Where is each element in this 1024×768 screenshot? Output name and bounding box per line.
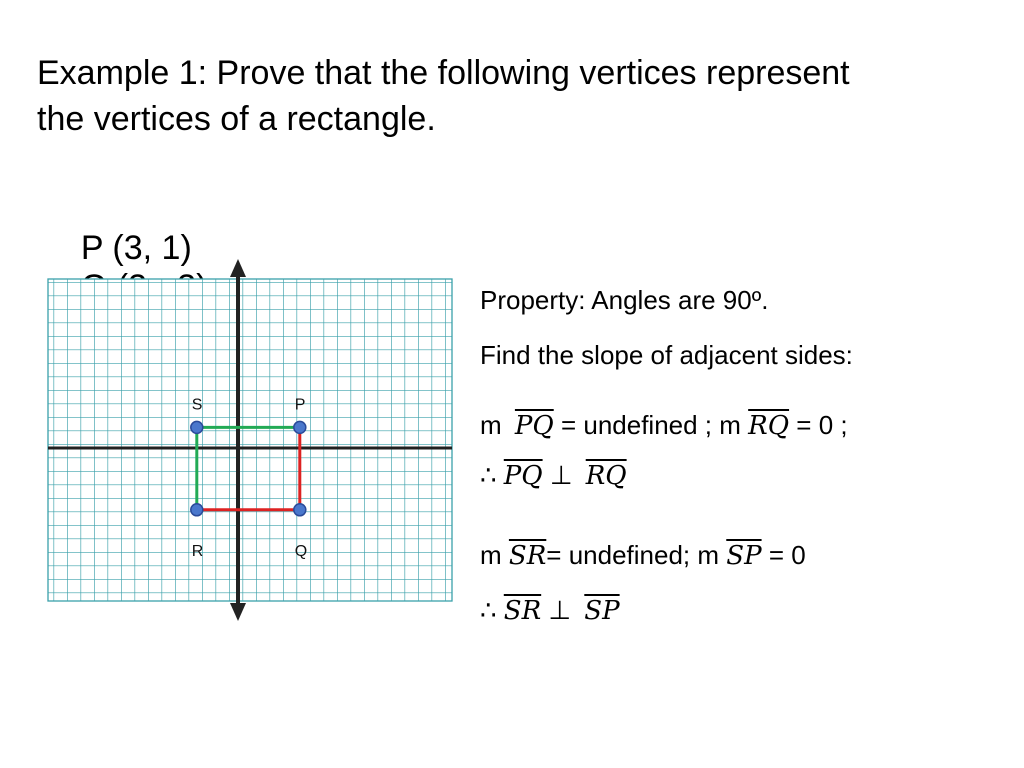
therefore-symbol: ∴ — [480, 595, 497, 625]
segment-pq: $\overline{PQ}$ — [514, 411, 554, 441]
segment-sp: $\overline{SP}$ — [726, 541, 762, 571]
slope-sp-value: = 0 — [768, 540, 806, 570]
title-line-1: Example 1: Prove that the following vertices represent — [37, 54, 850, 92]
slope-pq-value: = undefined ; m — [560, 410, 741, 440]
property-line: Property: Angles are 90º. — [480, 285, 769, 315]
slope-line-sr-sp — [480, 540, 806, 571]
point-r — [191, 504, 203, 516]
point-label-p: P — [294, 396, 306, 414]
point-p — [294, 421, 306, 433]
point-label-q: Q — [294, 542, 308, 560]
point-label-r: R — [191, 542, 204, 560]
perpendicular-symbol: ⊥ — [549, 460, 573, 490]
point-q — [294, 504, 306, 516]
conclusion-pq-rq — [480, 460, 627, 491]
vertex-p: P (3, 1) — [80, 229, 192, 267]
segment-rq: $\overline{RQ}$ — [748, 411, 790, 441]
example-title — [37, 50, 997, 142]
slope-sr-value: = undefined; m — [546, 540, 720, 570]
slope-line-pq-rq — [480, 410, 848, 441]
title-line-2: the vertices of a rectangle. — [37, 100, 436, 138]
slope-m-label: m — [480, 410, 502, 440]
therefore-symbol: ∴ — [480, 460, 497, 490]
conclusion-sr-sp — [480, 595, 620, 626]
point-s — [191, 421, 203, 433]
segment-sp: $\overline{SP}$ — [584, 596, 620, 626]
y-axis-up-arrow — [230, 259, 246, 277]
instruction-line: Find the slope of adjacent sides: — [480, 340, 853, 370]
perpendicular-symbol: ⊥ — [548, 595, 572, 625]
segment-rq: $\overline{RQ}$ — [585, 461, 627, 491]
slope-m-label: m — [480, 540, 502, 570]
segment-pq: $\overline{PQ}$ — [503, 461, 543, 491]
segment-sr: $\overline{SR}$ — [508, 541, 547, 571]
grid-paper — [48, 279, 452, 601]
coordinate-grid — [40, 255, 460, 635]
point-label-s: S — [191, 396, 203, 414]
y-axis-down-arrow — [230, 603, 246, 621]
segment-sr: $\overline{SR}$ — [503, 596, 542, 626]
slope-rq-value: = 0 ; — [796, 410, 848, 440]
